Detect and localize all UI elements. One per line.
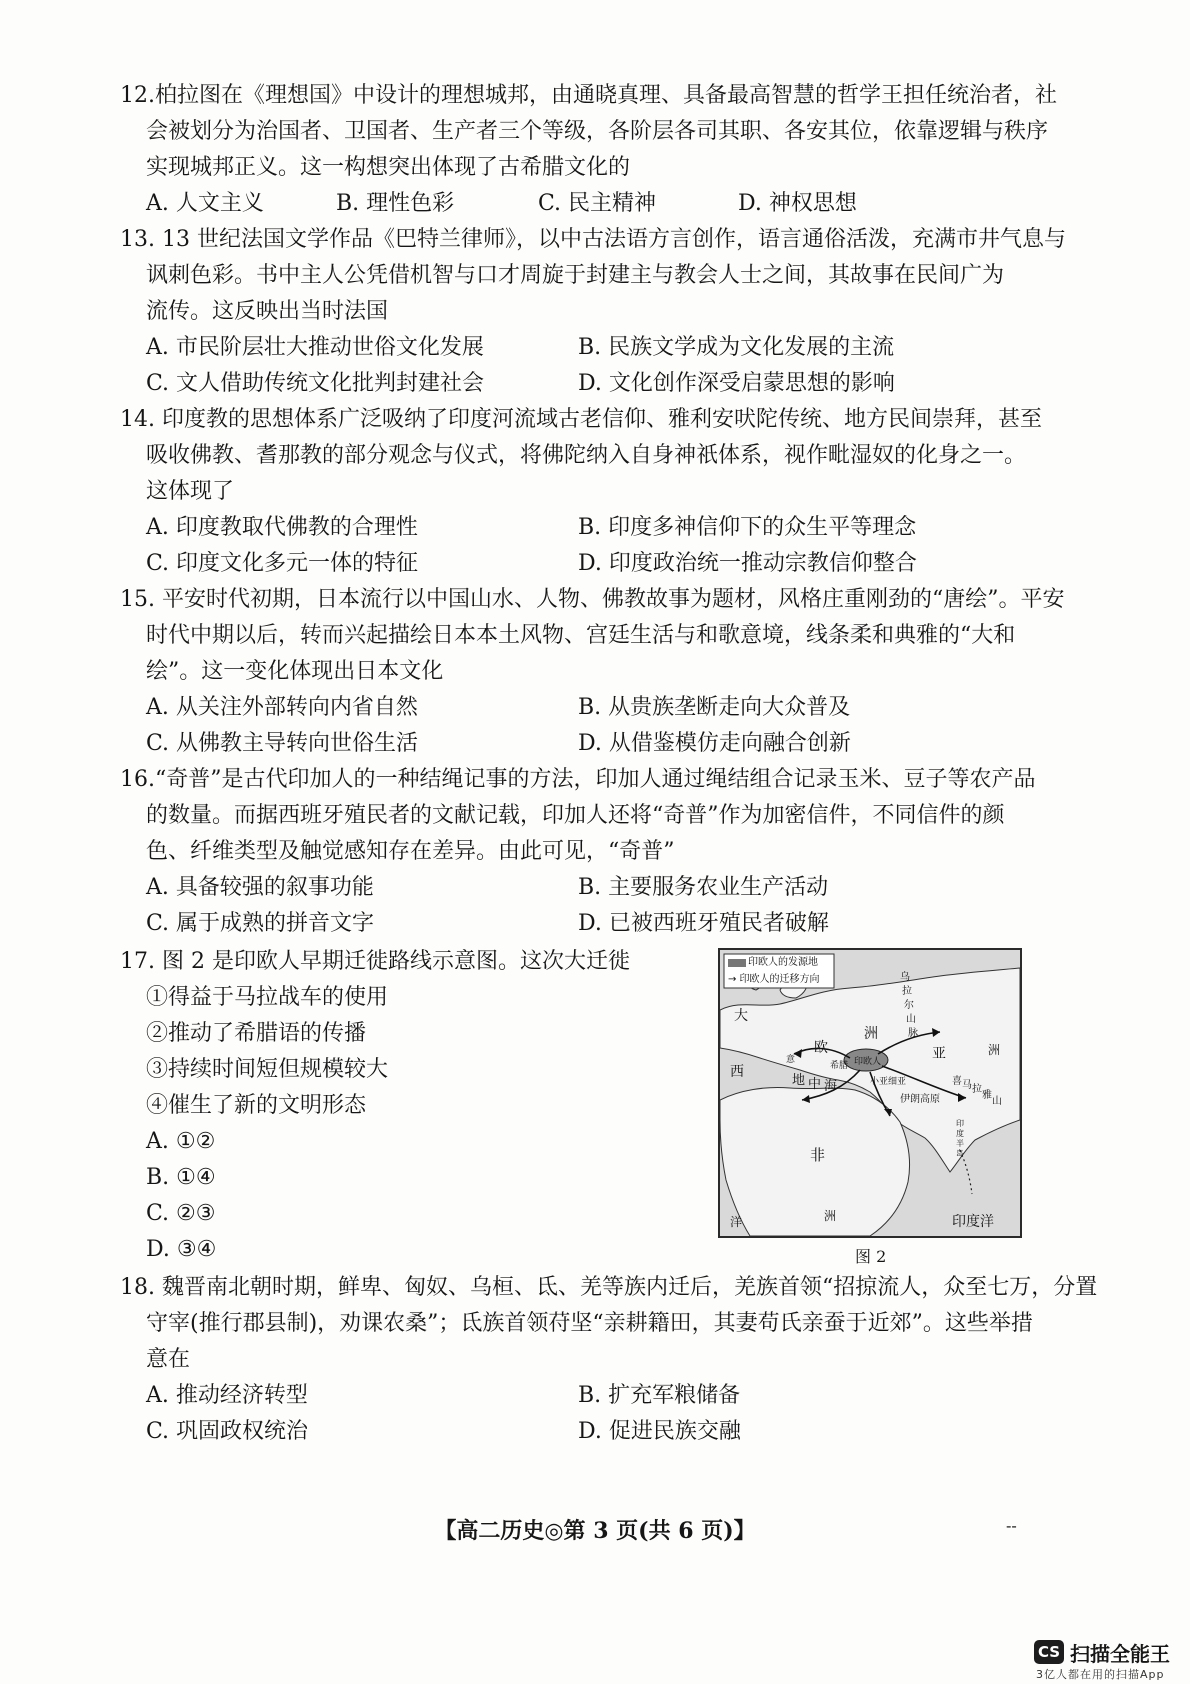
map-label: 乌 xyxy=(900,972,910,983)
scanner-logo-icon: CS xyxy=(1034,1640,1064,1664)
map-label: 拉 xyxy=(902,986,912,997)
statement-item: ②推动了希腊语的传播 xyxy=(146,1021,367,1046)
options-row xyxy=(120,186,1020,222)
map-label: 伊朗高原 xyxy=(900,1094,940,1105)
map-label: 山 xyxy=(906,1014,916,1025)
question-stem-line: 流传。这反映出当时法国 xyxy=(146,299,389,324)
option-a: A. 市民阶层壮大推动世俗文化发展 xyxy=(146,335,484,360)
map-label: 山 xyxy=(992,1096,1002,1107)
option-a: A. 从关注外部转向内省自然 xyxy=(146,695,418,720)
option-d: D. ③④ xyxy=(146,1237,217,1262)
options-row xyxy=(120,546,1020,582)
map-label: 地 xyxy=(792,1073,806,1088)
map-label: 意 xyxy=(786,1055,796,1065)
origin-legend-swatch xyxy=(728,959,746,967)
option-c: C. 巩固政权统治 xyxy=(146,1419,309,1444)
migration-map-figure xyxy=(720,950,1020,1236)
map-label: 洲 xyxy=(988,1043,1001,1057)
option-c: C. 民主精神 xyxy=(538,191,657,216)
legend-route-label: → 印欧人的迁移方向 xyxy=(728,974,820,985)
option-d: D. 文化创作深受启蒙思想的影响 xyxy=(578,371,895,396)
question-stem-line: 12.柏拉图在《理想国》中设计的理想城邦，由通晓真理、具备最高智慧的哲学王担任统治者，社 xyxy=(120,83,1057,108)
map-label: 喜 xyxy=(952,1076,962,1087)
option-a: A. 印度教取代佛教的合理性 xyxy=(146,515,418,540)
option-b: B. 理性色彩 xyxy=(336,191,455,216)
question-18 xyxy=(120,1270,1098,1450)
scanner-tagline: 3亿人都在用的扫描App xyxy=(1036,1668,1165,1681)
question-stem-line: 16.“奇普”是古代印加人的一种结绳记事的方法，印加人通过绳结组合记录玉米、豆子等农产品 xyxy=(120,767,1036,792)
options-row xyxy=(120,1378,1020,1414)
statement-item: ③持续时间短但规模较大 xyxy=(146,1057,389,1082)
question-stem-line: 的数量。而据西班牙殖民者的文献记载，印加人还将“奇普”作为加密信件，不同信件的颜 xyxy=(146,803,1005,828)
map-label: 拉 xyxy=(972,1084,982,1095)
question-stem-line: 15. 平安时代初期，日本流行以中国山水、人物、佛教故事为题材，风格庄重刚劲的“唐绘”。平安 xyxy=(120,587,1065,612)
question-stem-line: 这体现了 xyxy=(146,479,235,504)
option-c: C. 文人借助传统文化批判封建社会 xyxy=(146,371,485,396)
map-label: 欧 xyxy=(814,1040,828,1056)
question-stem-line: 讽刺色彩。书中主人公凭借机智与口才周旋于封建主与教会人士之间，其故事在民间广为 xyxy=(146,263,1005,288)
map-label: 印 xyxy=(956,1119,964,1128)
question-stem-line: 吸收佛教、耆那教的部分观念与仪式，将佛陀纳入自身神祇体系，视作毗湿奴的化身之一。 xyxy=(146,443,1027,468)
map-label: 海 xyxy=(824,1079,838,1094)
statement-item: ④催生了新的文明形态 xyxy=(146,1093,367,1118)
question-stem-line: 14. 印度教的思想体系广泛吸纳了印度河流域古老信仰、雅利安吠陀传统、地方民间崇拜，甚至 xyxy=(120,407,1042,432)
question-stem-line: 会被划分为治国者、卫国者、生产者三个等级，各阶层各司其职、各安其位，依靠逻辑与秩序 xyxy=(146,119,1049,144)
option-c: C. 从佛教主导转向世俗生活 xyxy=(146,731,419,756)
map-label: 岛 xyxy=(956,1149,964,1158)
option-b: B. 扩充军粮储备 xyxy=(578,1383,741,1408)
question-stem-line: 色、纤维类型及触觉感知存在差异。由此可见，“奇普” xyxy=(146,839,675,864)
option-a: A. ①② xyxy=(146,1129,216,1154)
question-14 xyxy=(120,402,1042,582)
option-d: D. 神权思想 xyxy=(738,191,857,216)
option-d: D. 从借鉴模仿走向融合创新 xyxy=(578,731,851,756)
question-stem-line: 17. 图 2 是印欧人早期迁徙路线示意图。这次大迁徙 xyxy=(120,949,630,974)
option-b: B. 主要服务农业生产活动 xyxy=(578,875,829,900)
options-row xyxy=(120,1414,1020,1450)
map-label: 半 xyxy=(956,1139,964,1148)
question-17 xyxy=(120,944,680,1268)
question-16 xyxy=(120,762,1036,942)
option-d: D. 促进民族交融 xyxy=(578,1419,741,1444)
map-label: 西 xyxy=(730,1064,744,1080)
options-row xyxy=(120,510,1020,546)
map-label: 亚 xyxy=(932,1046,946,1062)
map-label: 印欧人 xyxy=(854,1057,882,1067)
map-label: 雅 xyxy=(982,1090,992,1101)
question-stem-line: 13. 13 世纪法国文学作品《巴特兰律师》，以中古法语方言创作，语言通俗活泼，充满市井气息与 xyxy=(120,227,1066,252)
question-stem-line: 意在 xyxy=(146,1347,191,1372)
question-13 xyxy=(120,222,1066,402)
question-stem-line: 实现城邦正义。这一构想突出体现了古希腊文化的 xyxy=(146,155,631,180)
options-row xyxy=(120,726,1020,762)
option-c: C. 属于成熟的拼音文字 xyxy=(146,911,375,936)
map-caption: 图 2 xyxy=(855,1247,887,1266)
question-15 xyxy=(120,582,1065,762)
map-label: 中 xyxy=(808,1077,822,1092)
options-row xyxy=(120,330,1020,366)
question-12 xyxy=(120,78,1057,222)
option-a: A. 具备较强的叙事功能 xyxy=(146,875,374,900)
option-d: D. 印度政治统一推动宗教信仰整合 xyxy=(578,551,917,576)
option-c: C. 印度文化多元一体的特征 xyxy=(146,551,419,576)
question-stem-line: 守宰(推行郡县制)，劝课农桑”；氐族首领苻坚“亲耕籍田，其妻苟氏亲蚕于近郊”。这些举措 xyxy=(146,1311,1033,1336)
option-b: B. 从贵族垄断走向大众普及 xyxy=(578,695,851,720)
legend-origin-label: 印欧人的发源地 xyxy=(748,957,818,968)
options-row xyxy=(120,690,1020,726)
option-b: B. 民族文学成为文化发展的主流 xyxy=(578,335,895,360)
question-stem-line: 18. 魏晋南北朝时期，鲜卑、匈奴、乌桓、氐、羌等族内迁后，羌族首领“招掠流人，众至七万，分置 xyxy=(120,1275,1098,1300)
map-label: 脉 xyxy=(908,1028,918,1039)
map-label: 洲 xyxy=(824,1209,837,1223)
map-label: 洋 xyxy=(730,1215,743,1229)
option-b: B. 印度多神信仰下的众生平等理念 xyxy=(578,515,917,540)
map-label: 大 xyxy=(734,1008,748,1024)
map-label: 小亚细亚 xyxy=(870,1077,907,1087)
statement-item: ①得益于马拉战车的使用 xyxy=(146,985,389,1010)
footer-dash: -- xyxy=(1006,1516,1017,1535)
options-row xyxy=(120,870,1020,906)
options-row xyxy=(120,366,1020,402)
option-a: A. 人文主义 xyxy=(146,191,264,216)
option-a: A. 推动经济转型 xyxy=(146,1383,308,1408)
migration-map xyxy=(718,948,1022,1238)
map-label: 印度洋 xyxy=(952,1214,994,1230)
option-b: B. ①④ xyxy=(146,1165,216,1190)
option-d: D. 已被西班牙殖民者破解 xyxy=(578,911,829,936)
map-label: 洲 xyxy=(864,1026,878,1042)
question-stem-line: 绘”。这一变化体现出日本文化 xyxy=(146,659,444,684)
scanner-app-name: 扫描全能王 xyxy=(1070,1642,1170,1666)
options-row xyxy=(120,906,1020,942)
option-c: C. ②③ xyxy=(146,1201,216,1226)
map-label: 度 xyxy=(956,1129,964,1138)
map-label: 尔 xyxy=(904,1000,914,1011)
map-label: 马 xyxy=(962,1080,972,1091)
map-label: 希腊 xyxy=(830,1061,849,1071)
map-label: 非 xyxy=(810,1146,826,1164)
page-footer: 【高二历史◎第 3 页(共 6 页)】 xyxy=(434,1518,756,1544)
question-stem-line: 时代中期以后，转而兴起描绘日本本土风物、宫廷生活与和歌意境，线条柔和典雅的“大和 xyxy=(146,623,1016,648)
